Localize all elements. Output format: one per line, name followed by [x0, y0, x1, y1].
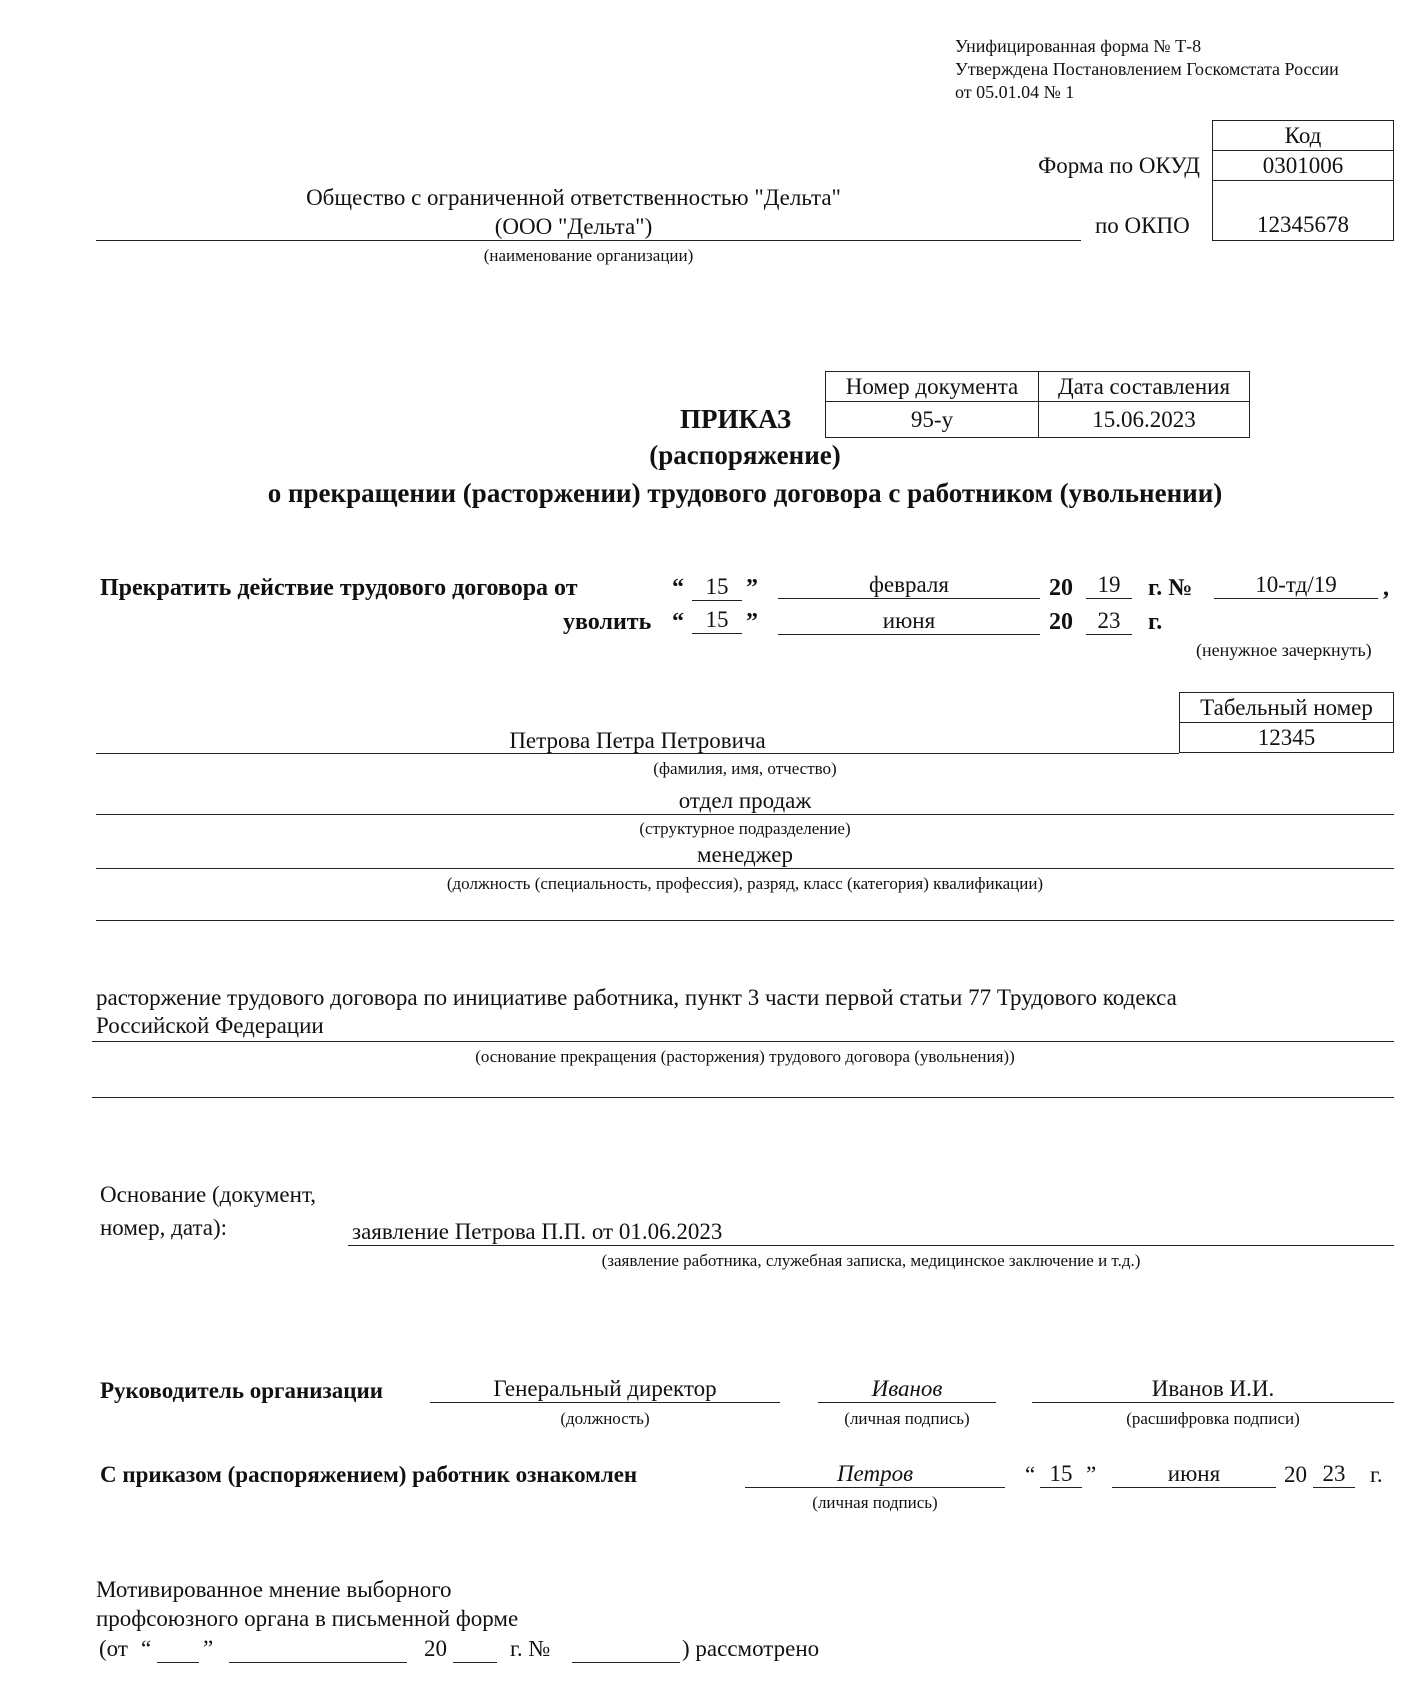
- employee-name: Петрова Петра Петровича: [509, 728, 766, 753]
- employee-signature-caption: (личная подпись): [812, 1493, 938, 1512]
- dismiss-day: 15: [692, 607, 742, 634]
- open-quote: “: [141, 1636, 152, 1661]
- ground-underline: [92, 1041, 1394, 1042]
- dismiss-label: уволить: [563, 609, 652, 635]
- open-quote: “: [672, 609, 684, 635]
- head-signature-caption: (личная подпись): [844, 1409, 970, 1428]
- form-type-line: Унифицированная форма № Т-8: [955, 36, 1202, 56]
- department-caption: (структурное подразделение): [639, 819, 851, 838]
- head-decoding-caption: (расшифровка подписи): [1126, 1409, 1300, 1428]
- code-header: Код: [1213, 121, 1394, 151]
- close-quote: ”: [1086, 1462, 1097, 1487]
- contract-month: февраля: [778, 572, 1040, 599]
- form-date-line: от 05.01.04 № 1: [955, 82, 1075, 102]
- number-label: г. №: [1148, 575, 1193, 601]
- order-title: ПРИКАЗ: [680, 404, 792, 434]
- ground-extra-line: [92, 1097, 1394, 1098]
- position-caption: (должность (специальность, профессия), разряд, класс (категория) квалификации): [446, 874, 1044, 893]
- ack-year: 23: [1313, 1461, 1355, 1488]
- okud-code: 0301006: [1213, 151, 1394, 181]
- organization-name-line2: (ООО "Дельта"): [494, 214, 653, 239]
- union-number-blank: [572, 1662, 680, 1663]
- order-subtitle: (распоряжение): [649, 440, 841, 470]
- acknowledged-label: С приказом (распоряжением) работник ознакомлен: [100, 1462, 638, 1487]
- union-line1: Мотивированное мнение выборного: [96, 1577, 452, 1602]
- dismiss-year: 23: [1086, 608, 1132, 635]
- year-label: г.: [1370, 1462, 1383, 1487]
- union-year-blank: [453, 1662, 497, 1663]
- basis-label-line2: номер, дата):: [100, 1215, 228, 1240]
- doc-number-header: Номер документа: [826, 372, 1039, 402]
- close-quote: ”: [746, 575, 758, 601]
- contract-day: 15: [692, 574, 742, 601]
- dismiss-month: июня: [778, 608, 1040, 635]
- comma: ,: [1383, 575, 1389, 601]
- employee-position: менеджер: [96, 842, 1394, 869]
- contract-year: 19: [1086, 572, 1132, 599]
- head-decoding: Иванов И.И.: [1032, 1376, 1394, 1403]
- employee-signature: Петров: [745, 1461, 1005, 1488]
- employee-name-caption: (фамилия, имя, отчество): [653, 759, 837, 778]
- order-purpose: о прекращении (расторжении) трудового договора с работником (увольнении): [267, 478, 1223, 508]
- ground-text-line1: расторжение трудового договора по инициативе работника, пункт 3 части первой статьи 77 Трудового кодекса: [96, 985, 1177, 1010]
- ack-day: 15: [1040, 1461, 1082, 1488]
- head-position: Генеральный директор: [430, 1376, 780, 1403]
- okpo-label: по ОКПО: [1095, 213, 1190, 238]
- tab-number-header: Табельный номер: [1180, 693, 1394, 723]
- year-prefix: 20: [1049, 575, 1073, 601]
- basis-underline: [348, 1245, 1394, 1246]
- head-signature: Иванов: [818, 1376, 996, 1403]
- code-table: [1212, 120, 1394, 241]
- tab-number-table: [1179, 692, 1394, 753]
- union-considered: ) рассмотрено: [682, 1636, 820, 1661]
- okud-label: Форма по ОКУД: [1038, 153, 1200, 178]
- basis-value: заявление Петрова П.П. от 01.06.2023: [352, 1219, 723, 1244]
- open-quote: “: [672, 575, 684, 601]
- ack-month: июня: [1112, 1461, 1276, 1488]
- close-quote: ”: [203, 1636, 214, 1661]
- organization-caption: (наименование организации): [483, 246, 694, 265]
- ground-caption: (основание прекращения (расторжения) трудового договора (увольнения)): [475, 1047, 1015, 1066]
- year-prefix: 20: [1284, 1462, 1307, 1487]
- close-quote: ”: [746, 609, 758, 635]
- union-day-blank: [157, 1662, 199, 1663]
- union-month-blank: [229, 1662, 407, 1663]
- okpo-code: 12345678: [1213, 181, 1394, 241]
- organization-name-line1: Общество с ограниченной ответственностью "Дельта": [306, 185, 841, 210]
- year-prefix: 20: [424, 1636, 447, 1661]
- strike-note: (ненужное зачеркнуть): [1196, 640, 1372, 660]
- organization-underline: [96, 240, 1081, 241]
- form-approval-line: Утверждена Постановлением Госкомстата России: [955, 59, 1339, 79]
- tab-number-value: 12345: [1180, 723, 1394, 753]
- year-prefix: 20: [1049, 609, 1073, 635]
- doc-number-value: 95-у: [826, 402, 1039, 438]
- head-label: Руководитель организации: [100, 1378, 383, 1403]
- ground-text-line2: Российской Федерации: [96, 1013, 324, 1038]
- basis-label-line1: Основание (документ,: [100, 1182, 317, 1207]
- union-line2: профсоюзного органа в письменной форме: [96, 1606, 519, 1631]
- contract-number: 10-тд/19: [1214, 572, 1378, 599]
- open-quote: “: [1025, 1462, 1036, 1487]
- number-label: г. №: [510, 1636, 551, 1661]
- basis-caption: (заявление работника, служебная записка, медицинское заключение и т.д.): [601, 1251, 1141, 1270]
- employee-name-underline: [96, 753, 1179, 754]
- head-position-caption: (должность): [560, 1409, 650, 1428]
- doc-date-value: 15.06.2023: [1039, 402, 1250, 438]
- document-table: [825, 371, 1250, 438]
- union-from: (от: [99, 1636, 128, 1661]
- year-label: г.: [1148, 609, 1163, 635]
- terminate-label: Прекратить действие трудового договора от: [100, 575, 578, 601]
- position-extra-line: [96, 920, 1394, 921]
- employee-department: отдел продаж: [96, 788, 1394, 815]
- doc-date-header: Дата составления: [1039, 372, 1250, 402]
